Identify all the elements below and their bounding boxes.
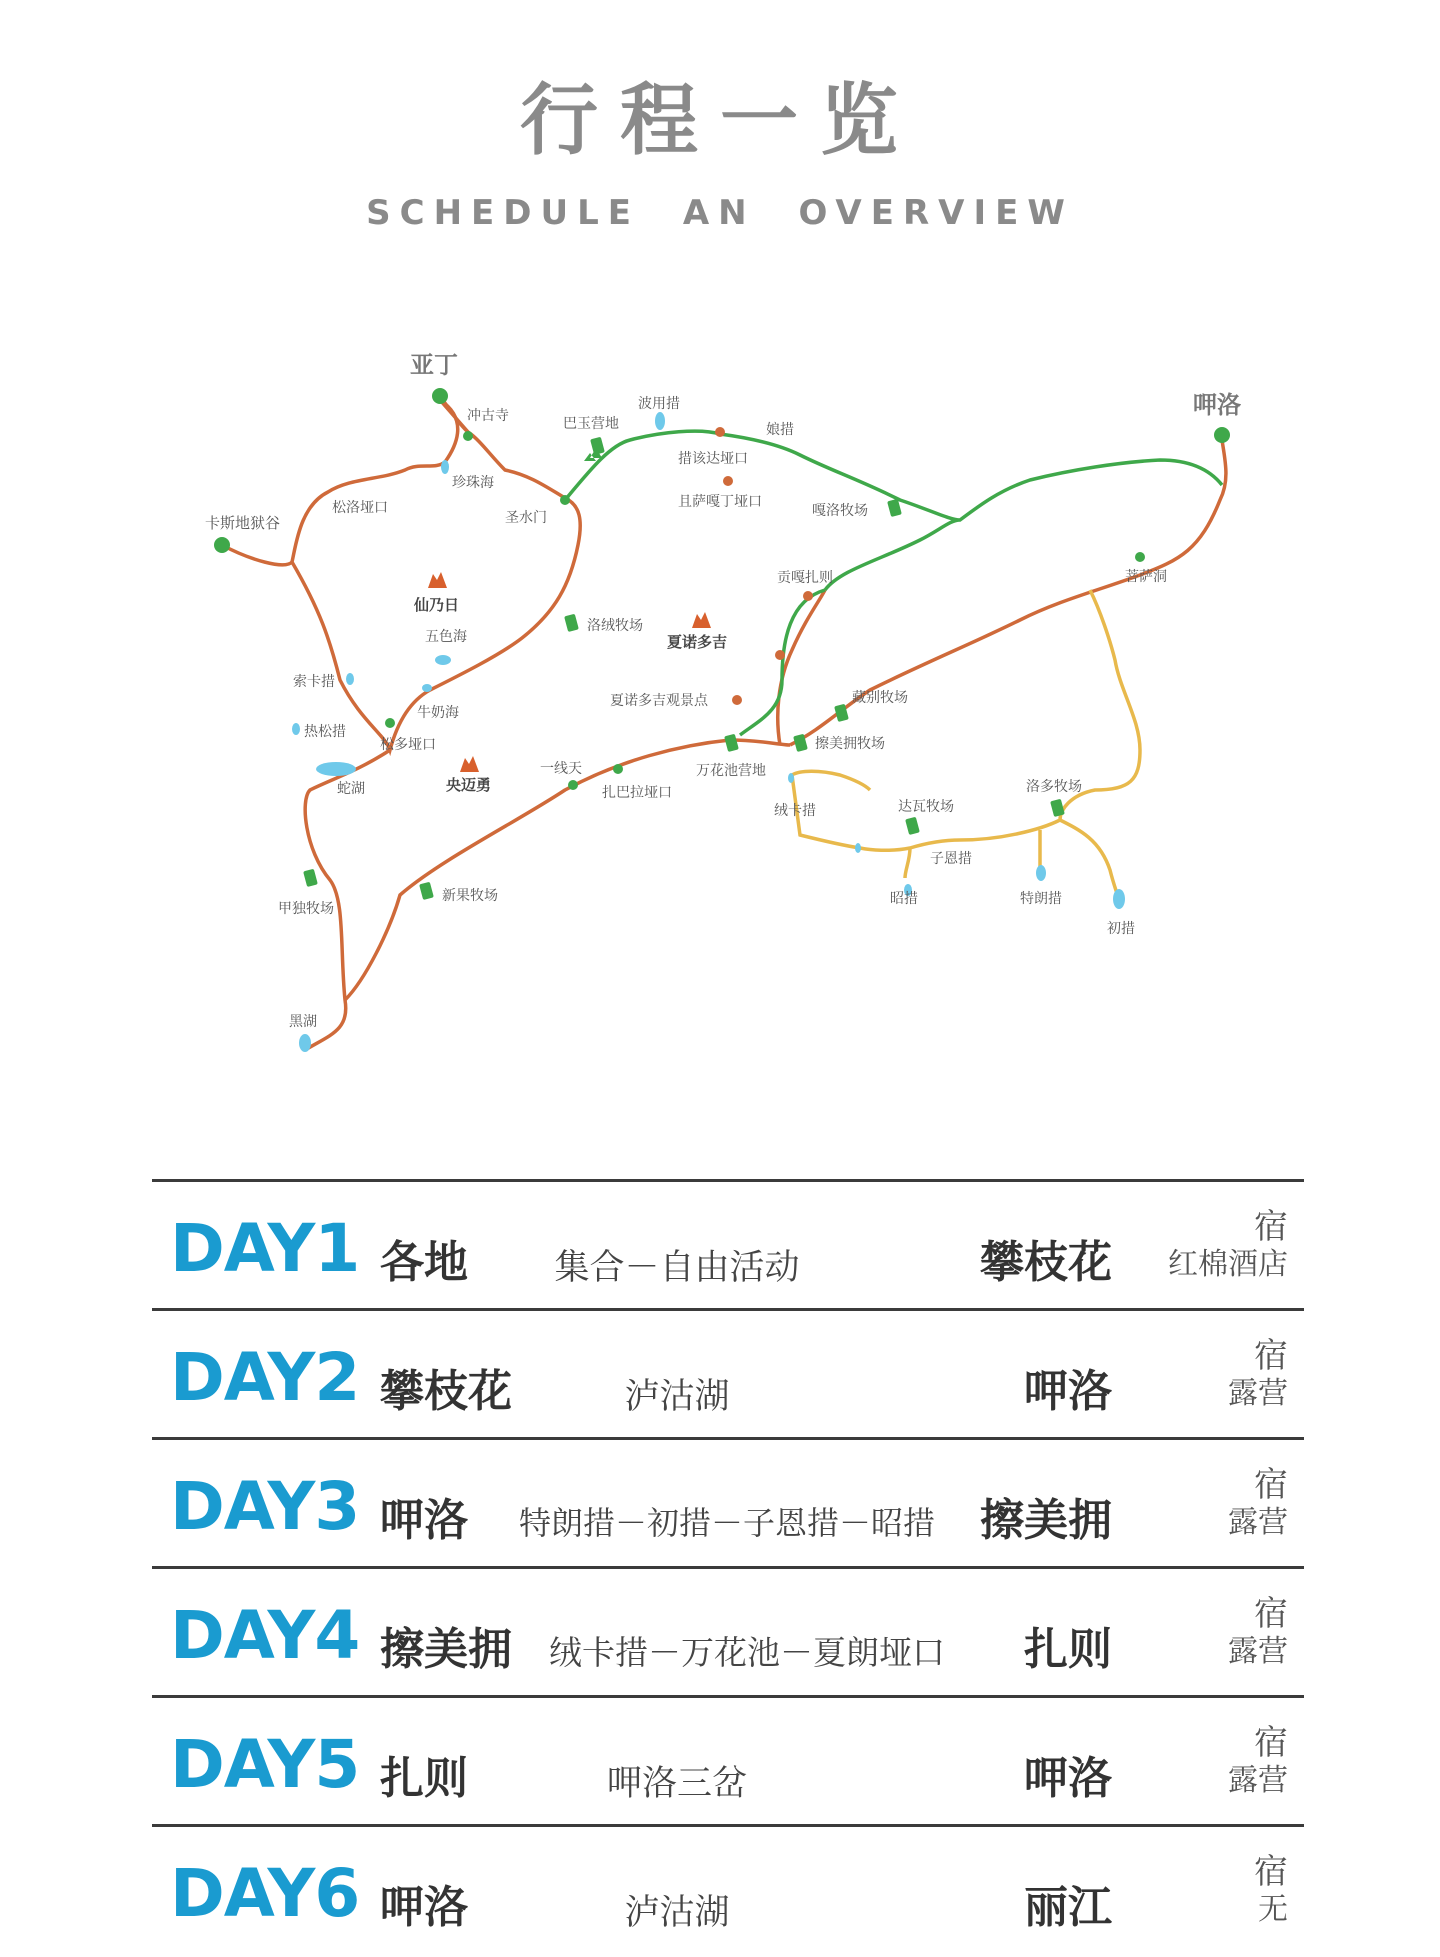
mountain-icon: [428, 572, 447, 588]
route-west-loop: [292, 400, 580, 750]
map-label: 冲古寺: [467, 408, 509, 424]
waypoint-dot: [723, 476, 733, 486]
page-title: 行程一览: [519, 76, 920, 166]
waypoint-dot: [560, 495, 570, 505]
lake-icon: [346, 673, 354, 685]
map-label: 菩萨洞: [1125, 569, 1167, 585]
map-label-xiannairi: 仙乃日: [414, 596, 460, 614]
map-label: 黑湖: [289, 1014, 317, 1030]
pasture-icon: [1050, 799, 1065, 817]
lake-icon: [788, 773, 794, 783]
waypoint-dot: [715, 427, 725, 437]
lake-icon: [441, 460, 449, 474]
day-label: DAY1: [170, 1210, 360, 1287]
day-label: DAY5: [170, 1726, 360, 1803]
stay-value: 红棉酒店: [1168, 1247, 1288, 1282]
map-label: 甲独牧场: [278, 901, 334, 917]
waypoint-dot: [568, 780, 578, 790]
waypoint-dot: [1135, 552, 1145, 562]
day-destination: 呷洛: [1024, 1753, 1112, 1804]
day-origin: 扎则: [380, 1753, 468, 1804]
map-label: 擦美拥牧场: [815, 736, 885, 752]
map-label: 珍珠海: [452, 475, 494, 491]
map-label-jialuo: 呷洛: [1193, 391, 1241, 419]
stay-label: 宿: [1254, 1207, 1288, 1247]
pasture-icon: [590, 437, 605, 455]
day-label: DAY2: [170, 1339, 360, 1416]
map-label: 绒卡措: [774, 803, 816, 819]
stay-value: 露营: [1228, 1634, 1288, 1669]
lake-icon: [316, 762, 356, 776]
stay-label: 宿: [1254, 1723, 1288, 1763]
day-route: 特朗措－初措－子恩措－昭措: [518, 1504, 935, 1542]
map-label: 热松措: [304, 724, 346, 740]
map-label-kasidi: 卡斯地狱谷: [205, 514, 281, 532]
stay-value: 无: [1258, 1892, 1288, 1927]
day-label: DAY3: [170, 1468, 360, 1545]
lake-icon: [655, 412, 665, 430]
map-label: 子恩措: [930, 851, 972, 867]
map-label: 藏别牧场: [852, 690, 908, 706]
day-stay: [1228, 1595, 1288, 1671]
day-destination: 丽江: [1024, 1882, 1112, 1933]
waypoint-dot: [463, 431, 473, 441]
map-label: 巴玉营地: [563, 416, 619, 432]
waypoint-dot: [385, 718, 395, 728]
map-label: 夏诺多吉观景点: [610, 693, 708, 709]
map-label: 五色海: [425, 629, 467, 645]
day-origin: 呷洛: [380, 1495, 468, 1546]
day-route: 集合－自由活动: [554, 1248, 800, 1288]
waypoint-dot: [613, 764, 623, 774]
day-stay: [1254, 1853, 1288, 1929]
map-label: 特朗措: [1020, 891, 1062, 907]
stay-value: 露营: [1228, 1763, 1288, 1798]
lake-icon: [435, 655, 451, 665]
map-label: 且萨嘎丁垭口: [678, 494, 762, 510]
day-stay: [1228, 1724, 1288, 1800]
day-row-6: [152, 1827, 1304, 1957]
map-label: 万花池营地: [696, 763, 766, 779]
day-row-2: [152, 1311, 1304, 1441]
map-label: 松洛垭口: [332, 500, 388, 516]
day-route: 泸沽湖: [624, 1893, 730, 1933]
lake-icon: [299, 1034, 311, 1052]
map-label: 贡嘎扎则: [777, 570, 833, 586]
day-origin: 呷洛: [380, 1882, 468, 1933]
day-row-5: [152, 1698, 1304, 1828]
route-map: [0, 300, 1440, 1100]
map-label: 松多垭口: [380, 737, 436, 753]
map-label-yangmaiyong: 央迈勇: [446, 776, 492, 794]
day-origin: 各地: [380, 1237, 468, 1288]
map-label: 蛇湖: [337, 781, 365, 797]
map-label: 圣水门: [505, 510, 547, 526]
stay-value: 露营: [1228, 1505, 1288, 1540]
map-label: 新果牧场: [442, 888, 498, 904]
map-label: 措该达垭口: [678, 451, 748, 467]
day-origin: 攀枝花: [380, 1366, 512, 1417]
town-dot: [214, 537, 230, 553]
map-label: 初措: [1107, 921, 1135, 937]
route-gongga: [778, 590, 825, 745]
pasture-icon: [419, 882, 434, 900]
day-destination: 擦美拥: [980, 1495, 1112, 1546]
day-stay: [1168, 1208, 1288, 1284]
stay-label: 宿: [1254, 1852, 1288, 1892]
route-kasidi: [222, 545, 292, 565]
map-label: 洛绒牧场: [587, 618, 643, 634]
map-label: 一线天: [540, 761, 582, 777]
mountain-icon: [460, 756, 479, 772]
stay-label: 宿: [1254, 1336, 1288, 1376]
lake-icon: [855, 843, 861, 853]
day-label: DAY4: [170, 1597, 360, 1674]
day-destination: 攀枝花: [980, 1237, 1112, 1288]
map-label: 波用措: [638, 396, 680, 412]
day-origin: 擦美拥: [380, 1624, 512, 1675]
pasture-icon: [303, 869, 318, 887]
stay-label: 宿: [1254, 1594, 1288, 1634]
town-dot: [432, 388, 448, 404]
pasture-icon: [564, 614, 579, 632]
lake-icon: [1113, 889, 1125, 909]
map-label: 达瓦牧场: [898, 799, 954, 815]
map-label-xianuoduoji: 夏诺多吉: [667, 633, 728, 651]
day-destination: 呷洛: [1024, 1366, 1112, 1417]
day-route: 泸沽湖: [624, 1377, 730, 1417]
map-label: 娘措: [766, 422, 794, 438]
day-stay: [1228, 1337, 1288, 1413]
day-stay: [1228, 1466, 1288, 1542]
day-row-3: [152, 1440, 1304, 1570]
day-label: DAY6: [170, 1855, 360, 1932]
stay-label: 宿: [1254, 1465, 1288, 1505]
lake-icon: [1036, 865, 1046, 881]
route-south-main: [345, 740, 790, 1000]
day-row-4: [152, 1569, 1304, 1699]
day-destination: 扎则: [1024, 1624, 1112, 1675]
map-label-yading: 亚丁: [410, 351, 458, 379]
day-row-1: [152, 1182, 1304, 1312]
map-label: 嘎洛牧场: [812, 503, 868, 519]
waypoint-dot: [775, 650, 785, 660]
waypoint-dot: [732, 695, 742, 705]
lake-icon: [292, 723, 300, 735]
town-dot: [1214, 427, 1230, 443]
lake-icon: [422, 684, 432, 692]
map-label: 昭措: [890, 891, 918, 907]
map-label: 牛奶海: [417, 705, 459, 721]
map-label: 索卡措: [293, 674, 335, 690]
waypoint-dot: [803, 591, 813, 601]
map-label: 洛多牧场: [1026, 779, 1082, 795]
mountain-icon: [692, 612, 711, 628]
day-route: 绒卡措－万花池－夏朗垭口: [549, 1633, 945, 1672]
map-label: 扎巴拉垭口: [602, 785, 672, 801]
page-subtitle: SCHEDULE AN OVERVIEW: [366, 193, 1074, 233]
pasture-icon: [905, 817, 920, 835]
day-route: 呷洛三岔: [606, 1764, 747, 1804]
pasture-icon: [724, 734, 739, 752]
stay-value: 露营: [1228, 1376, 1288, 1411]
